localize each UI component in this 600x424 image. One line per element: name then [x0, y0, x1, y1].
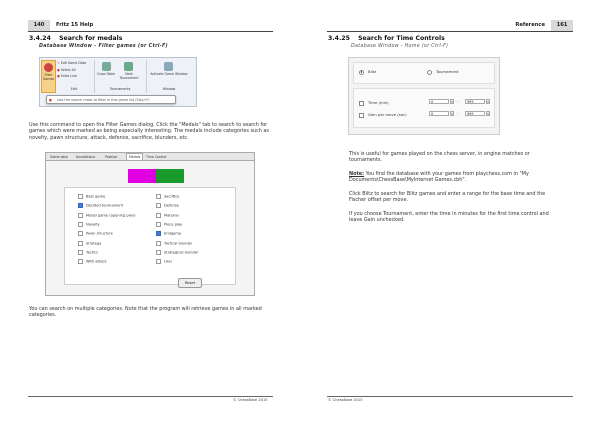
checkbox-icon [78, 222, 83, 227]
medal-checkbox-novelty[interactable] [78, 222, 100, 228]
medal-color-swatch-magenta [128, 169, 156, 183]
range-dash: - [457, 111, 459, 115]
paragraph-2: You can search on multiple categories. Note that the program will retrieve games in all marked categories. [29, 306, 262, 319]
blitz-radio[interactable] [359, 69, 376, 75]
edit-group-label: Edit [70, 87, 78, 91]
tournaments-group-label: Tournaments [109, 87, 131, 91]
right-running-head: Reference [515, 22, 545, 28]
paragraph-4: If you choose Tournament, enter the time in minutes for the first time control and leave Gain unchecked. [349, 211, 549, 224]
tooltip-text: Use the search mask to filter in this game list (Strg+F) [57, 98, 150, 102]
note-label: Note: [349, 171, 365, 177]
medal-checkbox-endgame[interactable] [156, 231, 181, 237]
next-tournament-button[interactable]: Next Tournament [119, 72, 139, 80]
medal-label: Model game (opening plan) [86, 213, 136, 218]
medal-checkbox-model-game-opening-plan[interactable] [78, 213, 136, 219]
checkbox-icon [156, 222, 161, 227]
right-running-header [327, 20, 573, 31]
checkbox-icon [78, 241, 83, 246]
select-all-label: Select All [60, 68, 76, 72]
checkbox-icon [156, 241, 161, 246]
checkbox-icon [78, 250, 83, 255]
extra-line-item[interactable] [57, 74, 77, 78]
left-page-number: 140 [28, 20, 50, 31]
tab-position[interactable]: Position [105, 155, 118, 159]
gain-label: Gain per move (sec) [368, 112, 407, 117]
edit-game-data-label: Edit Game Data [60, 61, 86, 65]
gain-to-spinner[interactable]: ⇕ [487, 113, 490, 116]
medal-label: Best game [86, 194, 106, 199]
time-range-panel [353, 88, 495, 128]
reset-button[interactable]: Reset [178, 278, 202, 288]
time-controls-dialog [348, 57, 500, 135]
medal-label: Endgame [164, 231, 182, 236]
gain-from-input[interactable]: 0 [429, 111, 449, 116]
extra-line-label: Extra Line [60, 74, 77, 78]
checkbox-icon [78, 194, 83, 199]
medal-checkbox-piece-play[interactable] [156, 222, 182, 228]
section-number: 3.4.24 [29, 35, 51, 42]
medal-label: Material [164, 213, 179, 218]
medal-label: With attack [86, 259, 107, 264]
checkbox-icon [359, 113, 364, 118]
time-checkbox[interactable] [359, 100, 389, 106]
gain-checkbox[interactable] [359, 112, 407, 118]
medal-checkbox-sacrifice[interactable] [156, 194, 179, 200]
time-to-input[interactable]: 999 [465, 99, 485, 104]
window-icon [164, 62, 173, 71]
cross-table-button[interactable]: Cross Table [97, 72, 115, 76]
medal-checkbox-user[interactable] [156, 259, 172, 265]
medal-checkbox-with-attack[interactable] [78, 259, 107, 265]
blitz-label: Blitz [368, 69, 377, 74]
checkbox-icon [156, 231, 161, 236]
medal-label: Sacrifice [164, 194, 180, 199]
gain-to-input[interactable]: 999 [465, 111, 485, 116]
filter-games-label: Filter Games [42, 73, 55, 81]
medal-checkbox-strategical-blunder[interactable] [156, 250, 198, 256]
header-rule [327, 31, 573, 32]
cross-table-icon [102, 62, 111, 71]
footer-rule [327, 396, 573, 397]
radio-empty-icon [427, 70, 432, 75]
paragraph-3: Click Blitz to search for Blitz games and enter a range for the base time and the Fischer offset per move. [349, 191, 546, 204]
checkbox-icon [156, 213, 161, 218]
tournament-label: Tournament [436, 69, 459, 74]
left-running-head: Fritz 15 Help [56, 22, 94, 28]
medal-checkbox-strategy[interactable] [78, 241, 101, 247]
filter-tooltip [46, 95, 176, 104]
section-title: Search for Time Controls [358, 35, 445, 42]
checkbox-icon [78, 203, 83, 208]
footer-rule [28, 396, 273, 397]
medal-label: Defense [164, 203, 179, 208]
next-tournament-icon [124, 62, 133, 71]
checkbox-icon [156, 250, 161, 255]
time-from-input[interactable]: 0 [429, 99, 449, 104]
checkbox-icon [156, 259, 161, 264]
checkbox-icon [156, 203, 161, 208]
tab-time-control[interactable]: Time Control [146, 155, 167, 159]
header-rule [28, 31, 273, 32]
medal-checkbox-decided-tournament[interactable] [78, 203, 123, 209]
medal-checkbox-material[interactable] [156, 213, 179, 219]
medal-label: Pawn structure [86, 231, 113, 236]
medal-checkbox-tactics[interactable] [78, 250, 98, 256]
right-footer: © ChessBase 2015 [328, 398, 363, 402]
select-all-item[interactable] [57, 68, 76, 72]
tournament-radio[interactable] [427, 69, 459, 75]
left-running-header [28, 20, 273, 31]
medal-label: Strategy [86, 241, 102, 245]
tab-annotations[interactable]: Annotations [76, 155, 96, 159]
ribbon-separator [146, 60, 147, 93]
window-group-label: Window [162, 87, 176, 91]
medal-checkbox-pawn-structure[interactable] [78, 231, 113, 237]
edit-game-data-item[interactable] [57, 61, 86, 65]
medal-color-swatch-green [156, 169, 184, 183]
checkbox-icon [78, 213, 83, 218]
select-all-icon: ● [57, 68, 60, 72]
section-heading [29, 35, 122, 42]
right-page [300, 0, 600, 424]
range-dash: - [457, 99, 459, 103]
filter-icon [44, 63, 53, 72]
paragraph-1: Use this command to open the Filter Games dialog. Click the "Medals" tab to search to search for games which were marked as being especially interesting. The medals include categories such as novelty, pawn structure, attack, defence, sacrifice, blunders, etc. [29, 122, 269, 141]
section-heading [328, 35, 445, 42]
checkbox-icon [359, 101, 364, 106]
medal-checkbox-best-game[interactable] [78, 194, 105, 200]
time-to-spinner[interactable]: ⇕ [487, 101, 490, 104]
extra-line-icon: ● [57, 74, 60, 78]
medal-label: User [164, 259, 173, 264]
menu-path: Database Window - Home (or Ctrl-F) [351, 44, 449, 49]
medal-label: Strategical blunder [164, 250, 199, 255]
medal-checkbox-tactical-blunder[interactable] [156, 241, 192, 247]
filter-games-dialog [45, 152, 255, 296]
edit-icon: ✎ [57, 61, 60, 65]
left-footer: © ChessBase 2015 [233, 398, 268, 402]
paragraph-1: This is useful for games played on the chess server, in engine matches or tournaments. [349, 151, 530, 164]
medal-label: Tactical blunder [164, 241, 193, 245]
checkbox-icon [156, 194, 161, 199]
tab-medals[interactable]: Medals [126, 153, 143, 160]
section-number: 3.4.25 [328, 35, 350, 42]
menu-path: Database Window - Filter games (or Ctrl-F) [39, 44, 169, 49]
medal-label: Tactics [86, 250, 99, 255]
activate-game-window-button[interactable]: Activate Game Window [150, 72, 188, 76]
tooltip-icon: ● [49, 98, 52, 102]
medal-label: Novelty [86, 222, 100, 227]
checkbox-icon [78, 231, 83, 236]
ribbon-separator [94, 60, 95, 93]
time-from-spinner[interactable]: ⇕ [451, 101, 454, 104]
tab-game-data[interactable]: Game data [50, 155, 68, 159]
dialog-tabs [46, 153, 254, 161]
medal-label: Piece play [164, 222, 183, 227]
radio-selected-icon [359, 70, 364, 75]
right-page-number: 161 [551, 20, 573, 31]
medal-label: Decided tournament [86, 203, 124, 208]
note-text: You find the database with your games from playchess.com in "My Documents\ChessBase\MyInternet Games.cbh". [349, 171, 529, 184]
gain-from-spinner[interactable]: ⇕ [451, 113, 454, 116]
section-title: Search for medals [59, 35, 123, 42]
checkbox-icon [78, 259, 83, 264]
medal-checkbox-defense[interactable] [156, 203, 179, 209]
time-label: Time (min) [368, 100, 389, 105]
note-paragraph [349, 171, 563, 184]
